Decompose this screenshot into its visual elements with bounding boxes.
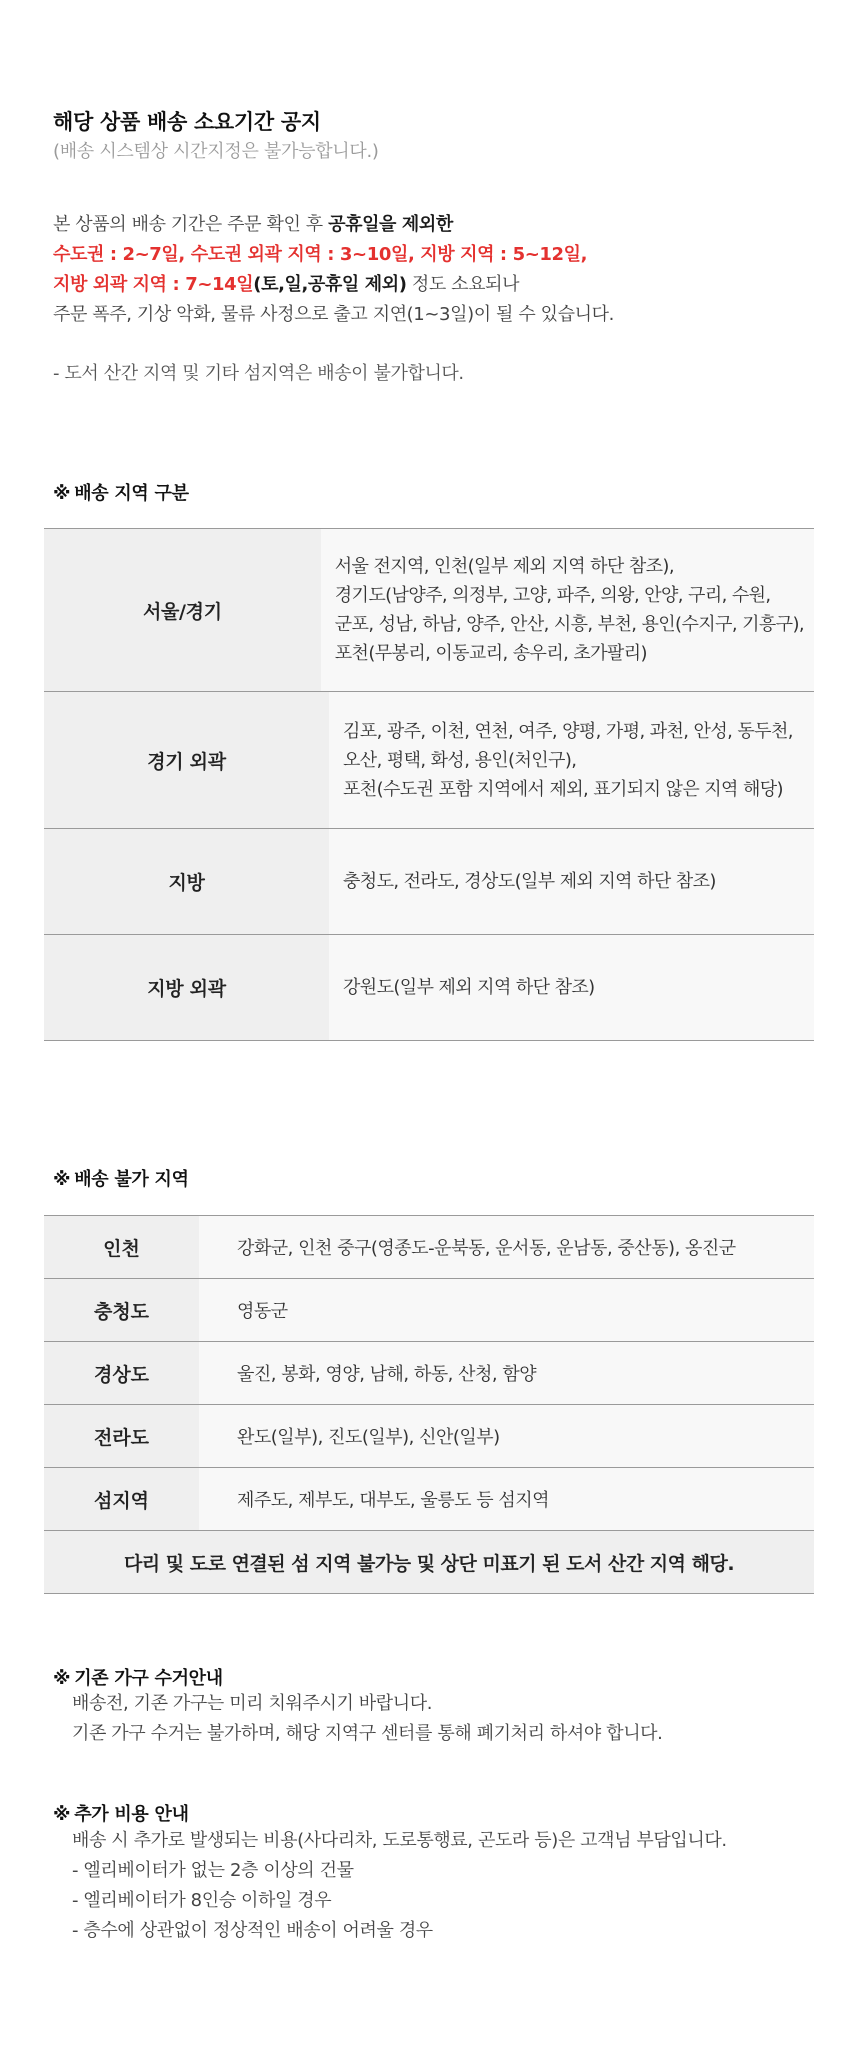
region-areas: [321, 529, 814, 691]
reference-mark-icon: ※: [53, 1169, 71, 1190]
delivery-line-3: [53, 270, 833, 300]
delivery-line-2: [53, 240, 833, 270]
furniture-info-line: 배송전, 기존 가구는 미리 치워주시기 바랍니다.: [72, 1693, 433, 1714]
region-section-heading: [53, 479, 189, 505]
furniture-info-line: 기존 가구 수거는 불가하며, 해당 지역구 센터를 통해 폐기처리 하셔야 합니다.: [72, 1723, 663, 1744]
table-row: [44, 1405, 814, 1468]
table-row: [44, 1468, 814, 1531]
unavailable-region-name: 섬지역: [44, 1468, 199, 1530]
region-areas: [329, 829, 814, 934]
extra-cost-section-heading: [53, 1800, 189, 1826]
reference-mark-icon: ※: [53, 1804, 71, 1825]
region-area-line: 서울 전지역, 인천(일부 제외 지역 하단 참조),: [334, 556, 674, 577]
extra-cost-line: - 엘리베이터가 없는 2층 이상의 건물: [72, 1860, 354, 1881]
region-name: 경기 외곽: [44, 692, 329, 828]
unavailable-region-name: 충청도: [44, 1279, 199, 1341]
delivery-line-1: [53, 210, 833, 240]
unavailable-region-name: 경상도: [44, 1342, 199, 1404]
furniture-section-heading: [53, 1664, 223, 1690]
region-area-line: 군포, 성남, 하남, 양주, 안산, 시흥, 부천, 용인(수지구, 기흥구),: [334, 614, 804, 635]
table-row: [44, 529, 814, 692]
region-name: 서울/경기: [44, 529, 321, 691]
unavailable-region-areas: 제주도, 제부도, 대부도, 울릉도 등 섬지역: [199, 1468, 814, 1530]
region-table: [44, 528, 814, 1041]
unavailable-region-areas: 영동군: [199, 1279, 814, 1341]
notice-subtitle: (배송 시스템상 시간지정은 불가능합니다.): [53, 141, 379, 162]
unavailable-region-areas: 완도(일부), 진도(일부), 신안(일부): [199, 1405, 814, 1467]
region-area-line: 포천(무봉리, 이동교리, 송우리, 초가팔리): [334, 643, 647, 664]
notice-title: 해당 상품 배송 소요기간 공지: [53, 110, 321, 134]
delivery-line-1-prefix: 본 상품의 배송 기간은 주문 확인 후: [53, 214, 329, 235]
region-area-line: 오산, 평택, 화성, 용인(처인구),: [343, 749, 577, 771]
unavailable-region-areas: 울진, 봉화, 영양, 남해, 하동, 산청, 함양: [199, 1342, 814, 1404]
delivery-line-4: 주문 폭주, 기상 악화, 물류 사정으로 출고 지연(1~3일)이 될 수 있습니다.: [53, 304, 614, 325]
furniture-section-title: 기존 가구 수거안내: [74, 1668, 223, 1689]
unavailable-footer-note: 다리 및 도로 연결된 섬 지역 불가능 및 상단 미표기 된 도서 산간 지역 해당.: [44, 1531, 814, 1594]
table-row: [44, 1342, 814, 1405]
unavailable-region-areas: 강화군, 인천 중구(영종도-운북동, 운서동, 운남동, 중산동), 옹진군: [199, 1216, 814, 1278]
extra-cost-line: 배송 시 추가로 발생되는 비용(사다리차, 도로통행료, 곤도라 등)은 고객님 부담입니다.: [72, 1830, 727, 1851]
table-row: [44, 829, 814, 935]
unavailable-region-name: 인천: [44, 1216, 199, 1278]
region-name: 지방: [44, 829, 329, 934]
region-area-line: 경기도(남양주, 의정부, 고양, 파주, 의왕, 안양, 구리, 수원,: [334, 585, 771, 606]
unavailable-section-title: 배송 불가 지역: [74, 1169, 189, 1190]
island-unavailable-note: - 도서 산간 지역 및 기타 섬지역은 배송이 불가합니다.: [53, 363, 464, 384]
unavailable-table: [44, 1215, 814, 1594]
extra-cost-section-title: 추가 비용 안내: [74, 1804, 189, 1825]
region-areas: [329, 935, 814, 1040]
rural-outer-period-text: 지방 외곽 지역 : 7~14일: [53, 274, 254, 295]
unavailable-section-heading: [53, 1165, 189, 1191]
metro-periods-text: 수도권 : 2~7일, 수도권 외곽 지역 : 3~10일, 지방 지역 : 5~12일,: [53, 244, 588, 265]
delivery-line-3-suffix: 정도 소요되나: [406, 274, 520, 295]
table-row: [44, 1279, 814, 1342]
region-section-title: 배송 지역 구분: [74, 483, 189, 504]
region-area-line: 포천(수도권 포함 지역에서 제외, 표기되지 않은 지역 해당): [343, 778, 783, 800]
region-area-line: 김포, 광주, 이천, 연천, 여주, 양평, 가평, 과천, 안성, 동두천,: [343, 720, 793, 742]
reference-mark-icon: ※: [53, 1668, 71, 1689]
furniture-info: [72, 1689, 832, 1749]
extra-cost-info: [72, 1826, 832, 1946]
region-area-line: 충청도, 전라도, 경상도(일부 제외 지역 하단 참조): [343, 871, 716, 892]
region-areas: [329, 692, 814, 828]
extra-cost-line: - 엘리베이터가 8인승 이하일 경우: [72, 1890, 332, 1911]
region-area-line: 강원도(일부 제외 지역 하단 참조): [343, 977, 595, 998]
reference-mark-icon: ※: [53, 483, 71, 504]
table-row: [44, 935, 814, 1041]
region-name: 지방 외곽: [44, 935, 329, 1040]
table-row: [44, 1216, 814, 1279]
extra-cost-line: - 층수에 상관없이 정상적인 배송이 어려울 경우: [72, 1920, 433, 1941]
weekend-excluded-text: (토,일,공휴일 제외): [253, 274, 407, 295]
holiday-excluded-text: 공휴일을 제외한: [328, 214, 453, 235]
unavailable-region-name: 전라도: [44, 1405, 199, 1467]
delivery-period-text: [53, 210, 833, 330]
table-row: [44, 692, 814, 829]
